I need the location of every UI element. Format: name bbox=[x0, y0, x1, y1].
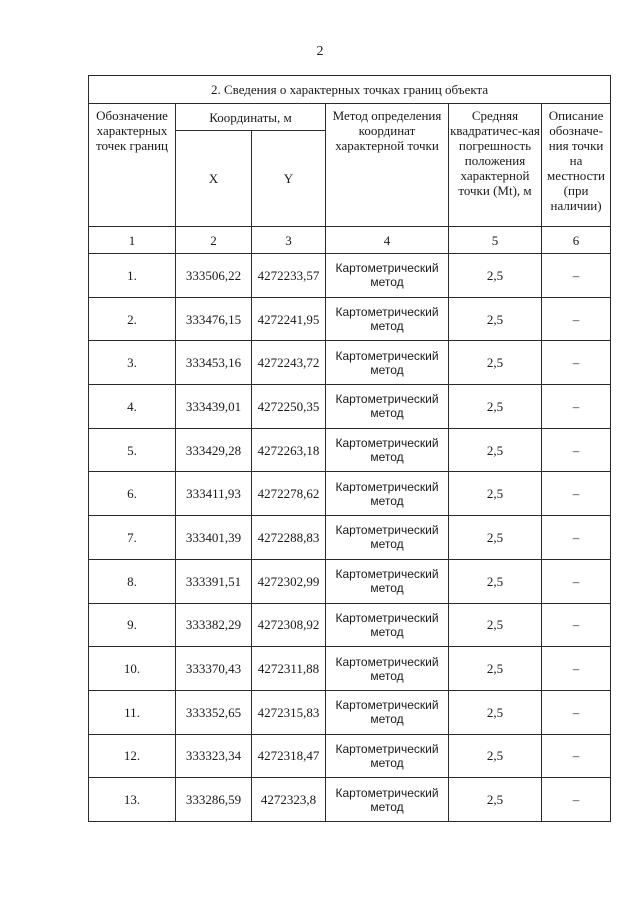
x-coordinate-cell: 333439,01 bbox=[176, 385, 252, 429]
x-coordinate-cell: 333411,93 bbox=[176, 472, 252, 516]
table-row bbox=[89, 516, 611, 560]
y-coordinate-cell: 4272308,92 bbox=[252, 603, 326, 647]
y-coordinate-cell: 4272278,62 bbox=[252, 472, 326, 516]
x-coordinate-cell: 333429,28 bbox=[176, 428, 252, 472]
header-designation: Обозначение характерных точек границ bbox=[89, 104, 176, 227]
column-number: 2 bbox=[176, 227, 252, 254]
header-description: Описание обозначе-ния точки на местности (при наличии) bbox=[542, 104, 611, 227]
column-number: 4 bbox=[326, 227, 449, 254]
column-number: 3 bbox=[252, 227, 326, 254]
method-cell bbox=[326, 516, 449, 560]
point-id-cell: 3. bbox=[89, 341, 176, 385]
header-x: X bbox=[176, 131, 252, 227]
method-cell bbox=[326, 778, 449, 822]
method-line-1: Картометрический bbox=[335, 610, 439, 625]
x-coordinate-cell: 333476,15 bbox=[176, 297, 252, 341]
x-coordinate-cell: 333370,43 bbox=[176, 647, 252, 691]
point-id-cell: 10. bbox=[89, 647, 176, 691]
y-coordinate-cell: 4272241,95 bbox=[252, 297, 326, 341]
column-numbers-row bbox=[89, 227, 611, 254]
description-cell: – bbox=[542, 603, 611, 647]
method-line-2: метод bbox=[370, 537, 404, 552]
table-row bbox=[89, 559, 611, 603]
table-row bbox=[89, 341, 611, 385]
point-id-cell: 1. bbox=[89, 254, 176, 298]
method-line-2: метод bbox=[370, 668, 404, 683]
y-coordinate-cell: 4272243,72 bbox=[252, 341, 326, 385]
method-cell bbox=[326, 690, 449, 734]
description-cell: – bbox=[542, 385, 611, 429]
description-cell: – bbox=[542, 254, 611, 298]
table-row bbox=[89, 690, 611, 734]
description-cell: – bbox=[542, 734, 611, 778]
y-coordinate-cell: 4272263,18 bbox=[252, 428, 326, 472]
table-row bbox=[89, 254, 611, 298]
description-cell: – bbox=[542, 559, 611, 603]
point-id-cell: 8. bbox=[89, 559, 176, 603]
y-coordinate-cell: 4272318,47 bbox=[252, 734, 326, 778]
error-cell: 2,5 bbox=[449, 559, 542, 603]
point-id-cell: 11. bbox=[89, 690, 176, 734]
y-coordinate-cell: 4272288,83 bbox=[252, 516, 326, 560]
error-cell: 2,5 bbox=[449, 516, 542, 560]
method-line-2: метод bbox=[370, 799, 404, 814]
point-id-cell: 13. bbox=[89, 778, 176, 822]
header-method: Метод определения координат характерной точки bbox=[326, 104, 449, 227]
error-cell: 2,5 bbox=[449, 341, 542, 385]
method-cell bbox=[326, 472, 449, 516]
method-line-1: Картометрический bbox=[335, 698, 439, 713]
error-cell: 2,5 bbox=[449, 472, 542, 516]
x-coordinate-cell: 333382,29 bbox=[176, 603, 252, 647]
x-coordinate-cell: 333453,16 bbox=[176, 341, 252, 385]
error-cell: 2,5 bbox=[449, 778, 542, 822]
table-row bbox=[89, 647, 611, 691]
description-cell: – bbox=[542, 516, 611, 560]
method-line-1: Картометрический bbox=[335, 305, 439, 320]
error-cell: 2,5 bbox=[449, 603, 542, 647]
method-line-1: Картометрический bbox=[335, 479, 439, 494]
error-cell: 2,5 bbox=[449, 297, 542, 341]
method-cell bbox=[326, 734, 449, 778]
point-id-cell: 12. bbox=[89, 734, 176, 778]
method-line-2: метод bbox=[370, 275, 404, 290]
x-coordinate-cell: 333352,65 bbox=[176, 690, 252, 734]
point-id-cell: 9. bbox=[89, 603, 176, 647]
method-line-1: Картометрический bbox=[335, 392, 439, 407]
method-line-2: метод bbox=[370, 755, 404, 770]
boundary-points-table bbox=[88, 75, 611, 822]
x-coordinate-cell: 333401,39 bbox=[176, 516, 252, 560]
method-line-2: метод bbox=[370, 319, 404, 334]
description-cell: – bbox=[542, 428, 611, 472]
point-id-cell: 2. bbox=[89, 297, 176, 341]
y-coordinate-cell: 4272233,57 bbox=[252, 254, 326, 298]
table-row bbox=[89, 472, 611, 516]
x-coordinate-cell: 333323,34 bbox=[176, 734, 252, 778]
method-line-2: метод bbox=[370, 450, 404, 465]
table-row bbox=[89, 428, 611, 472]
header-error: Средняя квадратичес-кая погрешность положения характерной точки (Mt), м bbox=[449, 104, 542, 227]
column-number: 5 bbox=[449, 227, 542, 254]
table-row bbox=[89, 385, 611, 429]
table-title-text: 2. Сведения о характерных точках границ объекта bbox=[210, 82, 489, 97]
method-line-2: метод bbox=[370, 624, 404, 639]
method-line-2: метод bbox=[370, 712, 404, 727]
error-cell: 2,5 bbox=[449, 385, 542, 429]
column-number: 1 bbox=[89, 227, 176, 254]
error-cell: 2,5 bbox=[449, 647, 542, 691]
error-cell: 2,5 bbox=[449, 734, 542, 778]
y-coordinate-cell: 4272302,99 bbox=[252, 559, 326, 603]
table-row bbox=[89, 734, 611, 778]
table-row bbox=[89, 603, 611, 647]
method-cell bbox=[326, 385, 449, 429]
y-coordinate-cell: 4272250,35 bbox=[252, 385, 326, 429]
method-line-2: метод bbox=[370, 362, 404, 377]
method-line-2: метод bbox=[370, 493, 404, 508]
method-line-2: метод bbox=[370, 406, 404, 421]
column-number: 6 bbox=[542, 227, 611, 254]
x-coordinate-cell: 333391,51 bbox=[176, 559, 252, 603]
y-coordinate-cell: 4272311,88 bbox=[252, 647, 326, 691]
point-id-cell: 7. bbox=[89, 516, 176, 560]
method-line-2: метод bbox=[370, 581, 404, 596]
description-cell: – bbox=[542, 472, 611, 516]
method-line-1: Картометрический bbox=[335, 261, 439, 276]
x-coordinate-cell: 333506,22 bbox=[176, 254, 252, 298]
table-row bbox=[89, 297, 611, 341]
table-title bbox=[89, 76, 611, 104]
method-line-1: Картометрический bbox=[335, 741, 439, 756]
point-id-cell: 5. bbox=[89, 428, 176, 472]
header-coordinates: Координаты, м bbox=[176, 104, 326, 131]
error-cell: 2,5 bbox=[449, 254, 542, 298]
method-cell bbox=[326, 341, 449, 385]
error-cell: 2,5 bbox=[449, 690, 542, 734]
description-cell: – bbox=[542, 647, 611, 691]
method-cell bbox=[326, 428, 449, 472]
description-cell: – bbox=[542, 690, 611, 734]
y-coordinate-cell: 4272323,8 bbox=[252, 778, 326, 822]
description-cell: – bbox=[542, 341, 611, 385]
method-cell bbox=[326, 254, 449, 298]
method-cell bbox=[326, 647, 449, 691]
description-cell: – bbox=[542, 297, 611, 341]
page-number: 2 bbox=[316, 44, 324, 59]
method-line-1: Картометрический bbox=[335, 348, 439, 363]
method-cell bbox=[326, 559, 449, 603]
header-y: Y bbox=[252, 131, 326, 227]
y-coordinate-cell: 4272315,83 bbox=[252, 690, 326, 734]
x-coordinate-cell: 333286,59 bbox=[176, 778, 252, 822]
point-id-cell: 4. bbox=[89, 385, 176, 429]
table-row bbox=[89, 778, 611, 822]
method-line-1: Картометрический bbox=[335, 523, 439, 538]
method-line-1: Картометрический bbox=[335, 567, 439, 582]
point-id-cell: 6. bbox=[89, 472, 176, 516]
method-line-1: Картометрический bbox=[335, 654, 439, 669]
method-line-1: Картометрический bbox=[335, 436, 439, 451]
description-cell: – bbox=[542, 778, 611, 822]
method-cell bbox=[326, 603, 449, 647]
error-cell: 2,5 bbox=[449, 428, 542, 472]
method-line-1: Картометрический bbox=[335, 785, 439, 800]
method-cell bbox=[326, 297, 449, 341]
